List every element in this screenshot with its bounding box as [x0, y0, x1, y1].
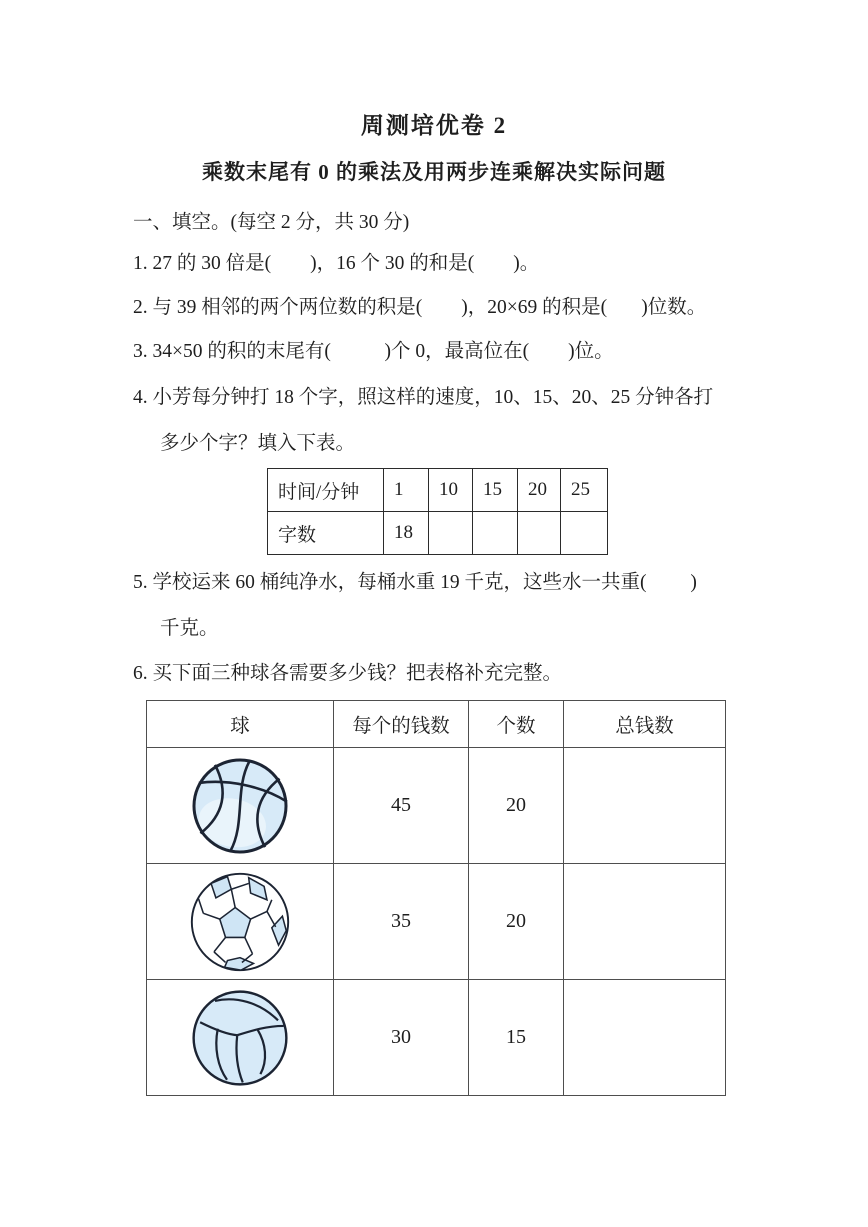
table-header-row: [147, 701, 726, 748]
soccer-ball-icon: [187, 869, 293, 975]
words-cell-blank: [561, 512, 608, 555]
soccer-ball-cell: [147, 864, 334, 980]
time-cell: 25: [561, 469, 608, 512]
question-1: 1. 27 的 30 倍是( )，16 个 30 的和是( )。: [133, 253, 540, 274]
table-row: [147, 980, 726, 1096]
words-cell-blank: [473, 512, 518, 555]
price-cell: 35: [334, 864, 469, 980]
words-cell-blank: [518, 512, 561, 555]
question-6: 6. 买下面三种球各需要多少钱？把表格补充完整。: [133, 663, 563, 684]
count-cell: 15: [469, 980, 564, 1096]
words-cell: 18: [384, 512, 429, 555]
typing-speed-table: [267, 468, 608, 555]
row-label-time: 时间/分钟: [268, 469, 384, 512]
table-row: [268, 469, 608, 512]
price-cell: 30: [334, 980, 469, 1096]
page-subtitle: 乘数末尾有 0 的乘法及用两步连乘解决实际问题: [202, 160, 666, 184]
words-cell-blank: [429, 512, 473, 555]
table-row: [147, 748, 726, 864]
section-heading: 一、填空。(每空 2 分，共 30 分): [133, 212, 410, 233]
volleyball-cell: [147, 980, 334, 1096]
total-cell-blank: [564, 748, 726, 864]
balls-price-table: [146, 700, 726, 1096]
header-count: 个数: [469, 701, 564, 748]
count-cell: 20: [469, 748, 564, 864]
time-cell: 20: [518, 469, 561, 512]
basketball-icon: [190, 755, 290, 857]
total-cell-blank: [564, 864, 726, 980]
time-cell: 15: [473, 469, 518, 512]
header-ball: 球: [147, 701, 334, 748]
page-title: 周测培优卷 2: [360, 113, 508, 138]
question-2: 2. 与 39 相邻的两个两位数的积是( )，20×69 的积是( )位数。: [133, 297, 707, 318]
header-unit-price: 每个的钱数: [334, 701, 469, 748]
time-cell: 10: [429, 469, 473, 512]
row-label-words: 字数: [268, 512, 384, 555]
count-cell: 20: [469, 864, 564, 980]
price-cell: 45: [334, 748, 469, 864]
volleyball-icon: [189, 987, 291, 1089]
header-total-price: 总钱数: [564, 701, 726, 748]
question-4-line-2: 多少个字？填入下表。: [160, 433, 356, 454]
question-4-line-1: 4. 小芳每分钟打 18 个字，照这样的速度，10、15、20、25 分钟各打: [133, 387, 714, 408]
question-3: 3. 34×50 的积的末尾有( )个 0，最高位在( )位。: [133, 341, 614, 362]
question-5-line-2: 千克。: [160, 618, 219, 639]
table-row: [268, 512, 608, 555]
question-5-line-1: 5. 学校运来 60 桶纯净水，每桶水重 19 千克，这些水一共重( ): [133, 572, 697, 593]
total-cell-blank: [564, 980, 726, 1096]
table-row: [147, 864, 726, 980]
basketball-cell: [147, 748, 334, 864]
time-cell: 1: [384, 469, 429, 512]
